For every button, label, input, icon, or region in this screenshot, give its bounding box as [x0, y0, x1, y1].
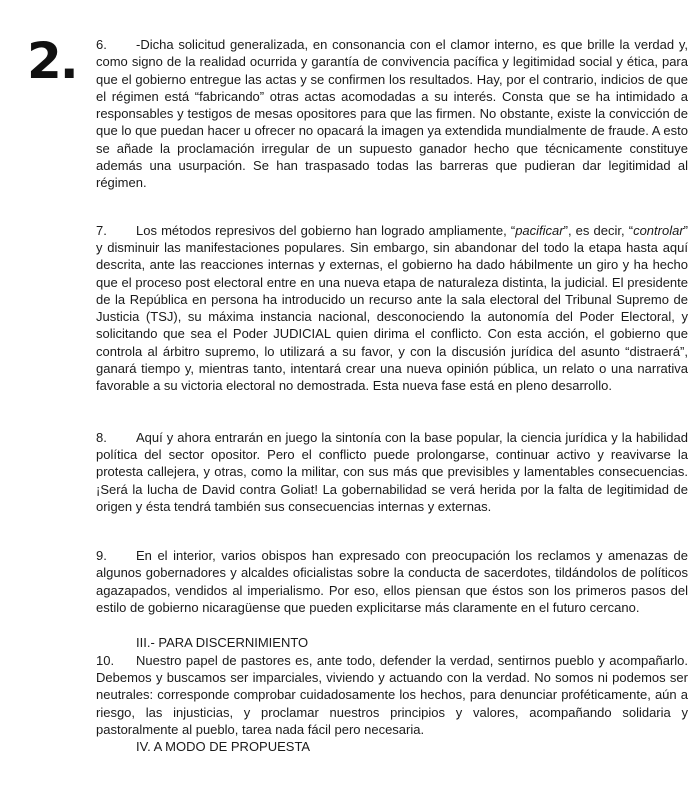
paragraph-text: -Dicha solicitud generalizada, en consonancia con el clamor interno, es que brille la verdad y, como signo de la realidad ocurrida y garantía de convivencia pacífica y legitimidad social y ética, para que el gobierno entregue las actas y se confirmen los resultados. Hay, por el contrario, indicios de que el régimen está “fabricando” otras actas acomodadas a su interés. Consta que se ha intimidado a responsables y testigos de mesas opositores para que las firmen. No obstante, existe la convicción de que lo que puedan hacer u ofrecer no opacará la imagen ya extendida mundialmente de fraude. A esto se añade la proclamación irregular de un supuesto ganador hecho que técnicamente constituye además una usurpación. Se han traspasado todas las barreras que pudieran dar legitimidad al régimen. — [96, 37, 688, 191]
page-marker: 2. — [27, 32, 77, 90]
paragraph-10 — [96, 652, 688, 738]
paragraph-text: Nuestro papel de pastores es, ante todo, defender la verdad, sentirnos pueblo y acompañarlo. Debemos y buscamos ser imparciales, viviendo y actuando con la verdad. No somos ni podemos ser neutrales: corresponde comprobar cuidadosamente los hechos, para denunciar proféticamente, aún a riesgo, las injusticias, y proclamar nuestros principios y valores, acompañando solidaria y pastoralmente al pueblo, tarea nada fácil pero necesaria. — [96, 652, 688, 737]
paragraph-7 — [96, 222, 688, 395]
paragraph-text-part: ”, es decir, “ — [563, 222, 634, 238]
paragraph-9 — [96, 547, 688, 616]
document-body — [96, 36, 688, 755]
paragraph-text: En el interior, varios obispos han expresado con preocupación los reclamos y amenazas de algunos gobernadores y alcaldes oficialistas sobre la conducta de sacerdotes, tildándolos de políticos agazapados, vendidos al imperialismo. Por eso, ellos piensan que éstos son los primeros pasos del estilo de gobierno nicaragüense que pueden explicitarse más claramente en el futuro cercano. — [96, 548, 688, 616]
paragraph-number: 10. — [96, 652, 115, 668]
paragraph-8 — [96, 429, 688, 515]
paragraph-text-part: Los métodos represivos del gobierno han logrado ampliamente, “ — [136, 222, 516, 238]
paragraph-text: Aquí y ahora entrarán en juego la sintonía con la base popular, la ciencia jurídica y la habilidad política del sector opositor. Pero el conflicto puede prolongarse, continuar activo y reavivarse la protesta callejera, y otras, como la militar, con sus más que previsibles y lamentables consecuencias. ¡Será la lucha de David contra Goliat! La gobernabilidad se verá herida por la falta de legitimidad de origen y ésta tendrá también sus consecuencias internas y externas. — [96, 429, 688, 514]
paragraph-number: 9. — [96, 548, 107, 564]
italic-term: pacificar — [515, 222, 564, 238]
paragraph-text-part: ” y disminuir las manifestaciones populares. Sin embargo, sin abandonar del todo la etapa hasta aquí descrita, ante las reacciones internas y externas, el gobierno ha dado hábilmente un giro y ha hecho que el proceso post electoral entre en una nueva etapa de naturaleza distinta, la judicial. El presidente de la República en persona ha introducido un recurso ante la sala electoral del Tribunal Supremo de Justicia (TSJ), su máxima instancia nacional, desconociendo la autonomía del Poder Electoral, y solicitando que sea el Poder JUDICIAL quien dirima el conflicto. Con esta acción, el gobierno que controla al árbitro supremo, lo utilizará a su favor, y con la discusión jurídica del asunto “distraerá”, ganará tiempo y, mientras tanto, intentará crear una nueva opinión pública, un relato o una narrativa favorable a su victoria electoral no demostrada. Esta nueva fase está en pleno desarrollo. — [96, 222, 688, 394]
paragraph-number: 7. — [96, 222, 107, 238]
italic-term: controlar — [633, 222, 684, 238]
section-heading-propuesta: IV. A MODO DE PROPUESTA — [136, 739, 311, 755]
paragraph-6 — [96, 36, 688, 192]
section-heading-discernimiento: III.- PARA DISCERNIMIENTO — [136, 635, 309, 651]
paragraph-number: 6. — [96, 37, 107, 52]
paragraph-number: 8. — [96, 429, 107, 445]
